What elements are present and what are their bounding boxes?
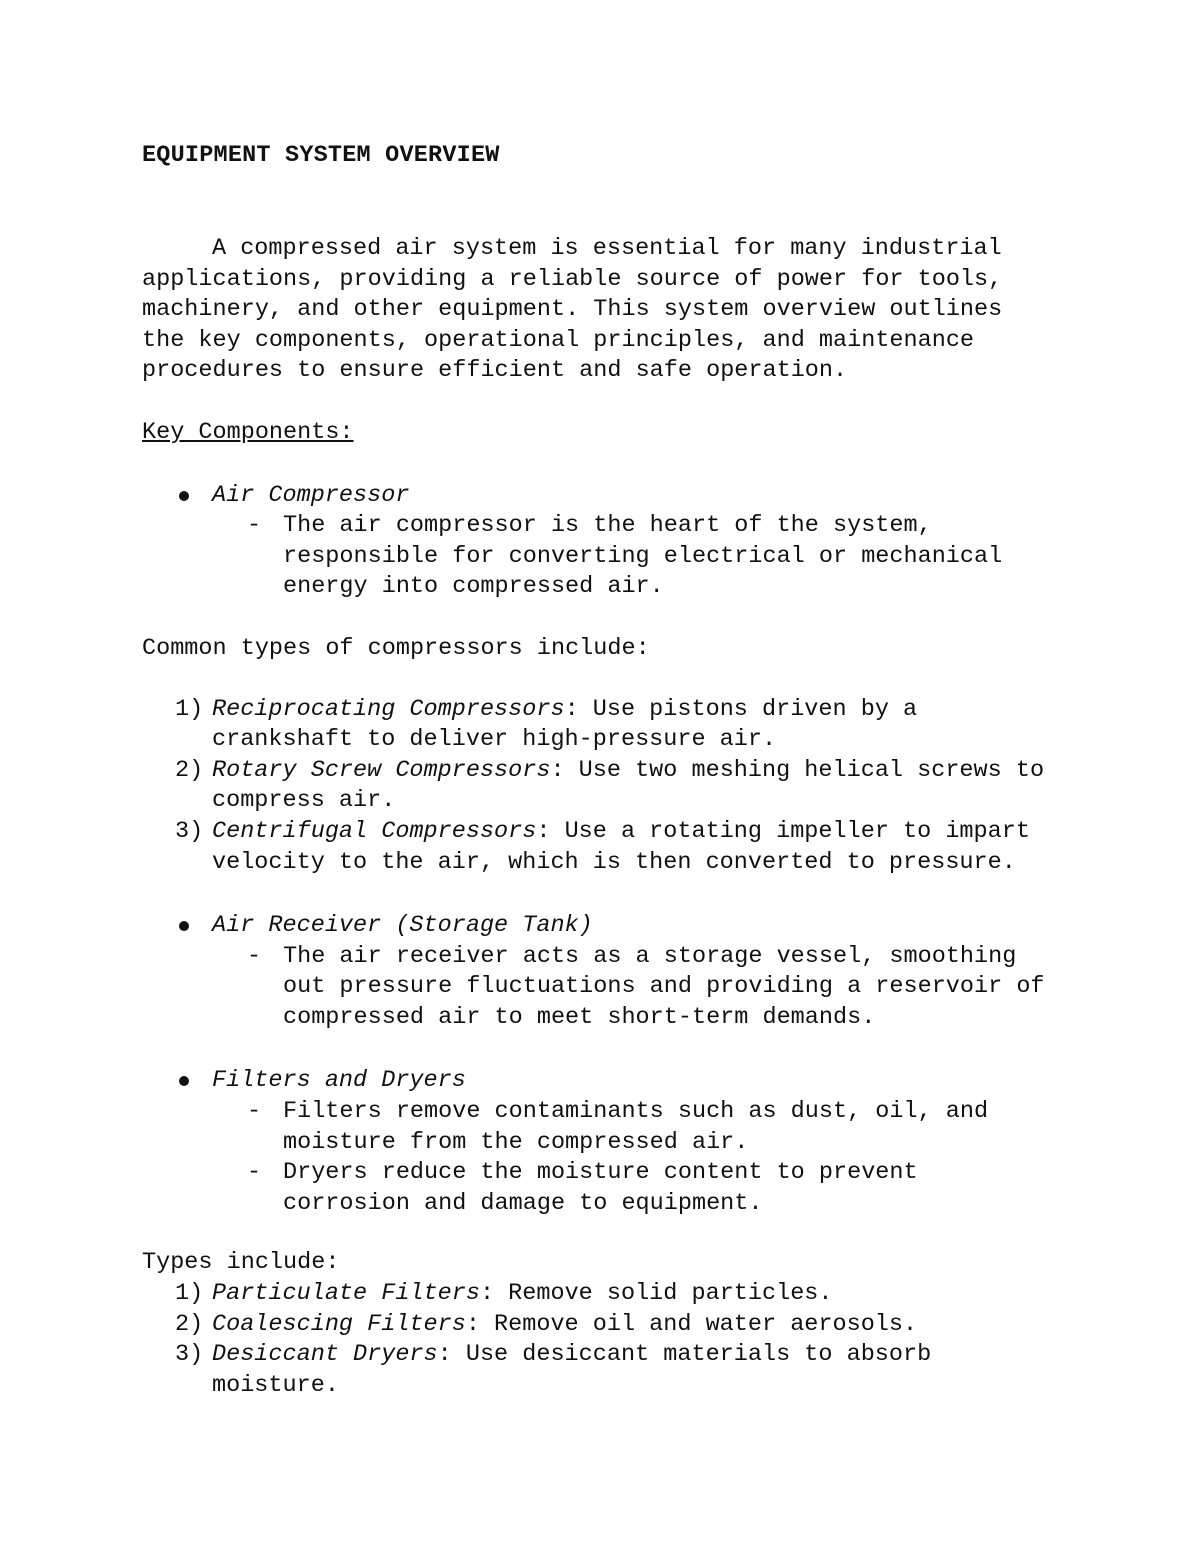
item-line (142, 1340, 1082, 1371)
item-continuation: crankshaft to deliver high-pressure air. (212, 726, 777, 754)
document-title: EQUIPMENT SYSTEM OVERVIEW (142, 142, 500, 169)
numbered-item (142, 1310, 1082, 1341)
item-number: 3) (175, 1341, 204, 1369)
dash-text-line: energy into compressed air. (283, 573, 664, 601)
dash-item (142, 942, 1082, 1034)
filter-types-list (142, 1279, 1082, 1401)
dash-text-line: Dryers reduce the moisture content to prevent (283, 1159, 918, 1187)
item-line (142, 1279, 1082, 1310)
bullet-label: Air Receiver (Storage Tank) (212, 912, 593, 940)
key-components-heading: Key Components: (142, 418, 354, 446)
numbered-item (142, 695, 1082, 756)
item-name: Desiccant Dryers (212, 1341, 438, 1369)
document-page (142, 140, 1082, 1401)
item-continuation: velocity to the air, which is then converted to pressure. (212, 848, 1016, 876)
bullet-icon (179, 491, 189, 501)
item-rest: : Remove solid particles. (479, 1280, 833, 1308)
intro-line: applications, providing a reliable source of power for tools, (142, 265, 1003, 293)
bullet-item (142, 1066, 1082, 1097)
item-number: 3) (175, 817, 204, 845)
compressor-types-list (142, 695, 1082, 879)
bullet-item (142, 481, 1082, 512)
numbered-item (142, 817, 1082, 878)
item-number: 1) (175, 1280, 204, 1308)
bullet-item (142, 911, 1082, 942)
item-line (142, 695, 1082, 726)
item-number: 2) (175, 1310, 204, 1338)
bullet-label: Air Compressor (212, 481, 410, 509)
dash-text-line: Filters remove contaminants such as dust, oil, and (283, 1098, 989, 1126)
item-line (142, 756, 1082, 787)
dash-item (142, 511, 1082, 603)
receiver-section (142, 911, 1082, 1033)
bullet-icon (179, 1076, 189, 1086)
item-rest: : Use desiccant materials to absorb (437, 1341, 932, 1369)
dash-text-line: The air compressor is the heart of the system, (283, 512, 932, 540)
item-line (142, 817, 1082, 848)
item-rest: : Use two meshing helical screws to (550, 756, 1045, 784)
dash-text-line: The air receiver acts as a storage vessel, smoothing (283, 942, 1017, 970)
intro-paragraph (142, 234, 1082, 387)
intro-line: A compressed air system is essential for many industrial (212, 235, 1002, 262)
compressor-section (142, 481, 1082, 603)
dash-item (142, 1097, 1082, 1158)
item-name: Reciprocating Compressors (212, 695, 565, 723)
dash-text-line: corrosion and damage to equipment. (283, 1189, 763, 1217)
item-name: Particulate Filters (212, 1280, 480, 1308)
item-name: Coalescing Filters (212, 1310, 466, 1338)
bullet-icon (179, 921, 189, 931)
dash-icon: - (247, 512, 262, 540)
intro-line: procedures to ensure efficient and safe operation. (142, 357, 848, 385)
dash-text-line: compressed air to meet short-term demands. (283, 1003, 876, 1031)
item-rest: : Remove oil and water aerosols. (465, 1310, 918, 1338)
dash-icon: - (247, 942, 262, 970)
filters-section (142, 1066, 1082, 1219)
item-name: Centrifugal Compressors (212, 817, 537, 845)
numbered-item (142, 1279, 1082, 1310)
item-continuation: compress air. (212, 787, 396, 815)
numbered-item (142, 1340, 1082, 1401)
item-continuation: moisture. (212, 1371, 339, 1399)
item-name: Rotary Screw Compressors (212, 756, 551, 784)
item-rest: : Use a rotating impeller to impart (536, 817, 1030, 845)
filter-types-intro: Types include: (142, 1249, 340, 1277)
item-number: 2) (175, 756, 204, 784)
bullet-label: Filters and Dryers (212, 1067, 466, 1095)
intro-line: the key components, operational principles, and maintenance (142, 326, 975, 354)
item-line (142, 1310, 1082, 1341)
numbered-item (142, 756, 1082, 817)
item-number: 1) (175, 695, 204, 723)
item-rest: : Use pistons driven by a (564, 695, 918, 723)
dash-text-line: out pressure fluctuations and providing a reservoir of (283, 973, 1045, 1001)
dash-text-line: responsible for converting electrical or mechanical (283, 542, 1003, 570)
dash-item (142, 1158, 1082, 1219)
dash-icon: - (247, 1159, 262, 1187)
compressor-types-intro: Common types of compressors include: (142, 634, 650, 662)
dash-icon: - (247, 1098, 262, 1126)
dash-text-line: moisture from the compressed air. (283, 1128, 749, 1156)
intro-line: machinery, and other equipment. This system overview outlines (142, 296, 1003, 324)
